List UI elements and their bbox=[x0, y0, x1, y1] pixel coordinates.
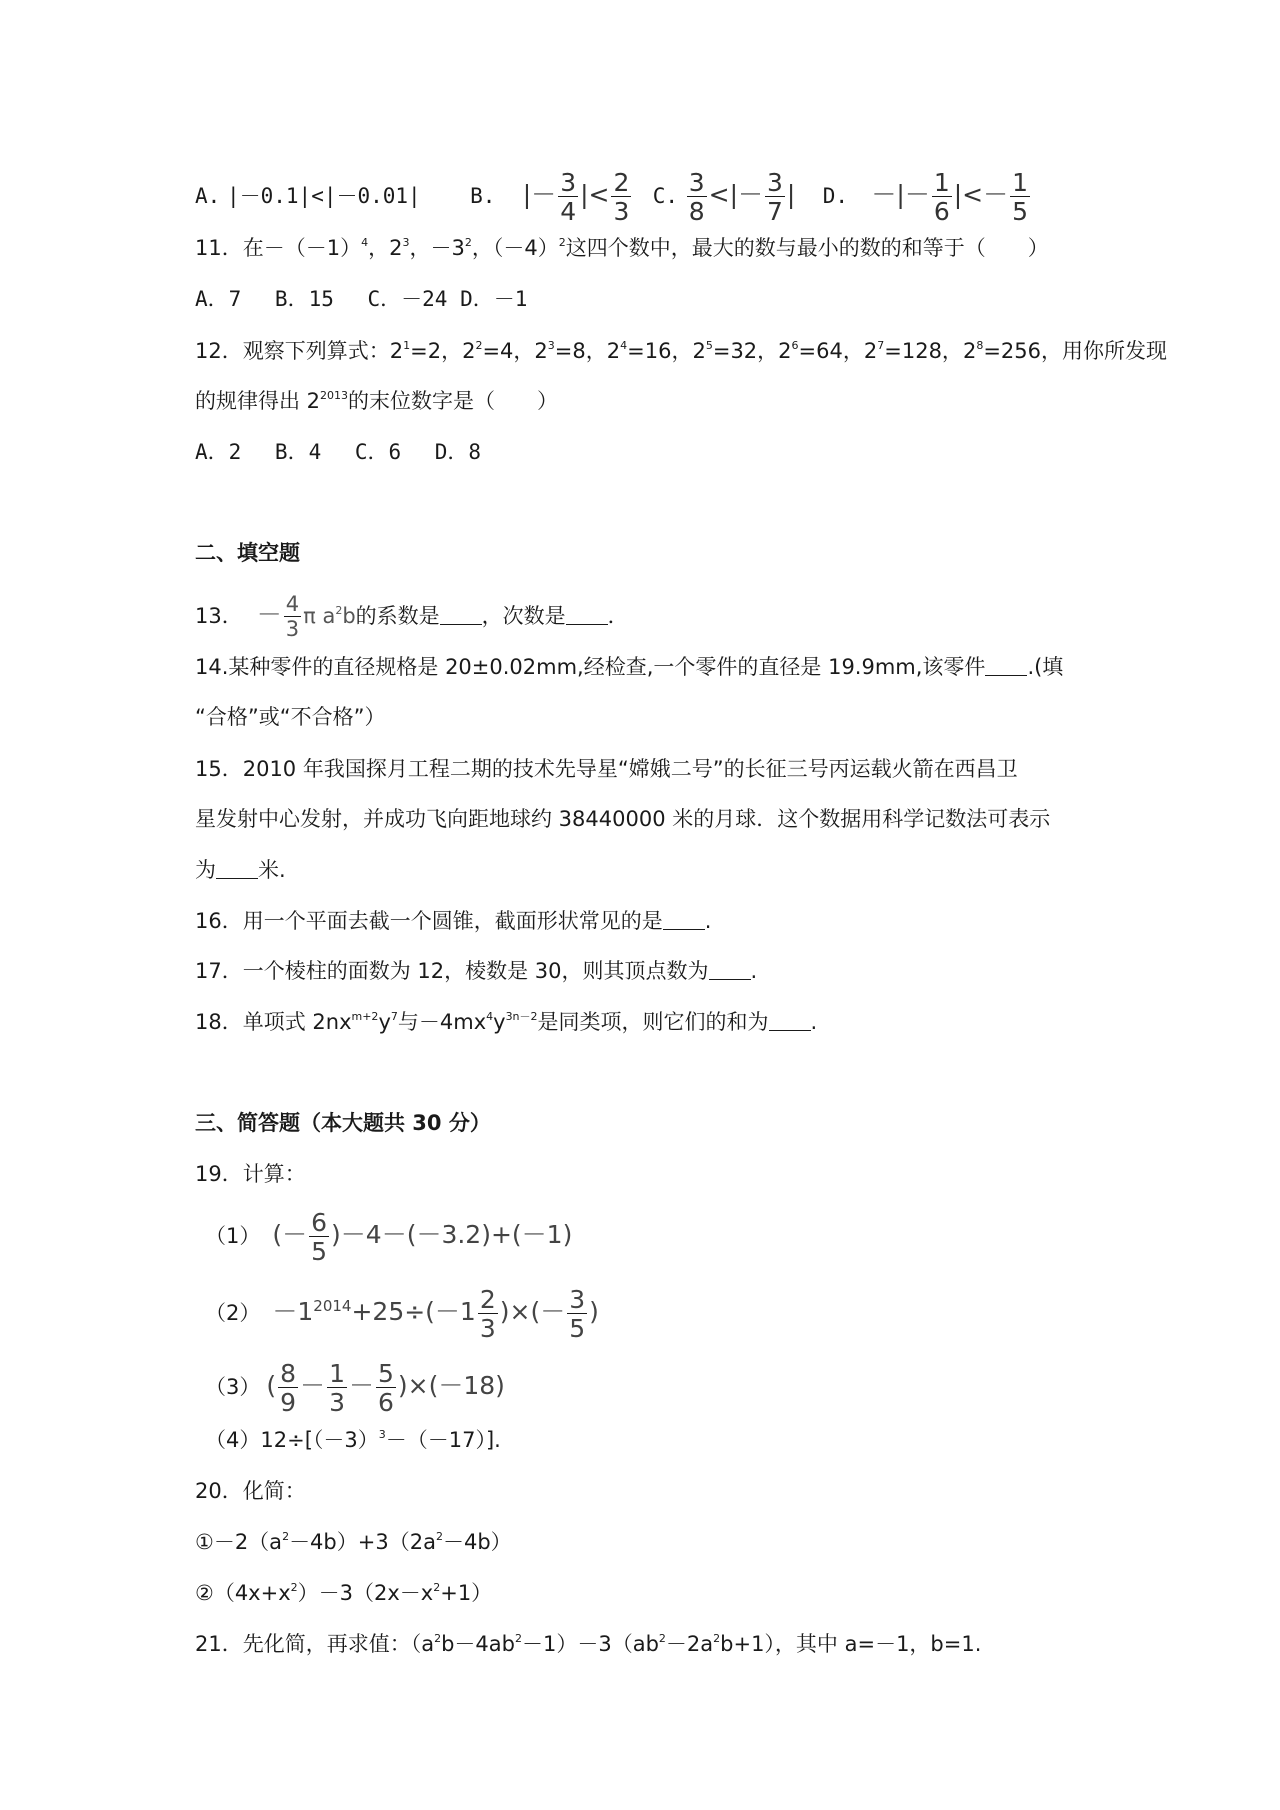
q10-option-c-mid: <|－ bbox=[708, 180, 764, 209]
q17-blank bbox=[709, 959, 751, 980]
q13-sign: － bbox=[256, 600, 282, 629]
q19-part2: $(2) -1^{2014}+25\div(-1$ $\frac{2}{3}$ )×(－ $\frac{3}{5}$ ) bbox=[205, 1285, 599, 1343]
q10-option-c-frac2: $\frac{3}{7}$ bbox=[767, 168, 783, 226]
q19-part3-fraction2: $\frac{1}{3}$ bbox=[329, 1359, 345, 1417]
q10-option-d-label: D. bbox=[822, 184, 849, 208]
q13: 13． － $\frac{4}{3}$ π $a^2b$的系数是 ，次数是 ． bbox=[195, 592, 629, 641]
q19-part2-fraction2: $\frac{3}{5}$ bbox=[569, 1285, 586, 1343]
q19-part2-fraction1: $\frac{2}{3}$ bbox=[479, 1285, 496, 1343]
q10-option-c-frac1: $\frac{3}{8}$ bbox=[688, 168, 705, 226]
q12-equation: $2^7=128$， bbox=[863, 339, 963, 363]
q15-blank bbox=[216, 858, 258, 879]
q13-fraction: $\frac{4}{3}$ bbox=[285, 592, 300, 641]
q10-option-b-label: B. bbox=[470, 184, 496, 208]
q10-option-b-frac2: $\frac{2}{3}$ bbox=[613, 168, 630, 226]
q12-equation: $2^1=2$， bbox=[389, 339, 463, 363]
q19-title: 19．计算： bbox=[195, 1162, 306, 1186]
q10-option-a-expr: |－0.1|<|－0.01| bbox=[226, 184, 421, 208]
q10-option-b-left: |－ bbox=[522, 180, 557, 209]
q10-option-d-frac2: $\frac{1}{5}$ bbox=[1012, 168, 1029, 226]
q20-part2: $②(4x+x^2)-3(2x-x^2+1)$ bbox=[195, 1581, 493, 1605]
q11-stem: 11．在$-(-1)^4$，$2^3$，$-3^2$，$(-4)^2$这四个数中，最大的数与最小的数的和等于（ ） bbox=[195, 236, 1049, 260]
q19-part1-fraction: $\frac{6}{5}$ bbox=[311, 1208, 328, 1266]
q12-line1: 12．观察下列算式：$2^1=2$，$2^2=4$，$2^3=8$，$2^4=16$，$2^5=32$，$2^6=64$，$2^7=128$，$2^8=256$，用你所发现 bbox=[195, 339, 1167, 363]
q14-line1: 14.某种零件的直径规格是 20±0.02mm,经检查,一个零件的直径是 19.9mm,该零件 .(填 bbox=[195, 655, 1064, 679]
q19-part1: （1） (－ $\frac{6}{5}$ )－4－(－3.2)+(－1) bbox=[205, 1208, 573, 1266]
section3-title: 三、简答题（本大题共 30 分） bbox=[195, 1111, 491, 1135]
q12-options: A．2 B．4 C．6 D．8 bbox=[195, 440, 482, 464]
q10-option-b-frac1: $\frac{3}{4}$ bbox=[560, 168, 577, 226]
q13-blank-coefficient bbox=[440, 604, 482, 625]
q12-equation: $2^5=32$， bbox=[692, 339, 779, 363]
q20-title: 20．化简： bbox=[195, 1479, 306, 1503]
section2-title: 二、填空题 bbox=[195, 541, 300, 565]
q10-option-d-frac1: $\frac{1}{6}$ bbox=[933, 168, 950, 226]
q12-equation: $2^3=8$， bbox=[534, 339, 607, 363]
q12-equations bbox=[390, 339, 1062, 363]
q15-line1: 15．2010 年我国探月工程二期的技术先导星“嫦娥二号”的长征三号丙运载火箭在西昌卫 bbox=[195, 757, 1018, 781]
q15-line2: 星发射中心发射，并成功飞向距地球约 38440000 米的月球．这个数据用科学记数法可表示 bbox=[195, 807, 1051, 831]
q18: 18．单项式 $2nx^{m+2}y^7$与$-4mx^4y^{3n-2}$是同类项，则它们的和为 . bbox=[195, 1010, 818, 1034]
q15-line3: 为 米. bbox=[195, 858, 286, 882]
q10-option-b-mid: |< bbox=[580, 180, 610, 209]
q20-part1: $①-2(a^2-4b)+3(2a^2-4b)$ bbox=[195, 1530, 512, 1554]
q19-part3-fraction3: $\frac{5}{6}$ bbox=[377, 1359, 394, 1417]
q12-equation: $2^8=256$， bbox=[962, 339, 1062, 363]
q10-option-d-left: －|－ bbox=[871, 180, 930, 209]
q10-option-d-mid: |<－ bbox=[953, 180, 1009, 209]
q14-blank bbox=[985, 655, 1027, 676]
q21: 21．先化简，再求值：$(a^2b-4ab^2-1)-3(ab^2-2a^2b+1)$，其中 a=－1，b=1. bbox=[195, 1632, 982, 1656]
q18-blank bbox=[769, 1010, 811, 1031]
q13-blank-degree bbox=[566, 604, 608, 625]
q14-line2: “合格”或“不合格”） bbox=[195, 705, 386, 729]
q11-options: A．7 B．15 C．－24 D．－1 bbox=[195, 287, 528, 311]
q16-blank bbox=[663, 909, 705, 930]
q10-option-c-label: C. bbox=[652, 184, 679, 208]
q10-options bbox=[195, 170, 1032, 224]
q12-equation: $2^6=64$， bbox=[778, 339, 864, 363]
q12-equation: $2^2=4$， bbox=[462, 339, 535, 363]
q19-part4: $(4)12\div[(-3)^3-(-17)]$. bbox=[205, 1428, 501, 1452]
q12-equation: $2^4=16$， bbox=[606, 339, 693, 363]
q17: 17．一个棱柱的面数为 12，棱数是 30，则其顶点数为 . bbox=[195, 959, 758, 983]
q16: 16．用一个平面去截一个圆锥，截面形状常见的是 . bbox=[195, 909, 712, 933]
q19-part3: （3） ( $\frac{8}{9}$ － $\frac{1}{3}$ － $\frac{5}{6}$ )×(－18) bbox=[205, 1359, 505, 1417]
q19-part3-fraction1: $\frac{8}{9}$ bbox=[280, 1359, 297, 1417]
q10-option-c-right: | bbox=[786, 180, 796, 209]
q12-line2: 的规律得出 $2^{2013}$的末位数字是（ ） bbox=[195, 389, 559, 413]
q10-option-a-label: A. bbox=[195, 184, 221, 208]
